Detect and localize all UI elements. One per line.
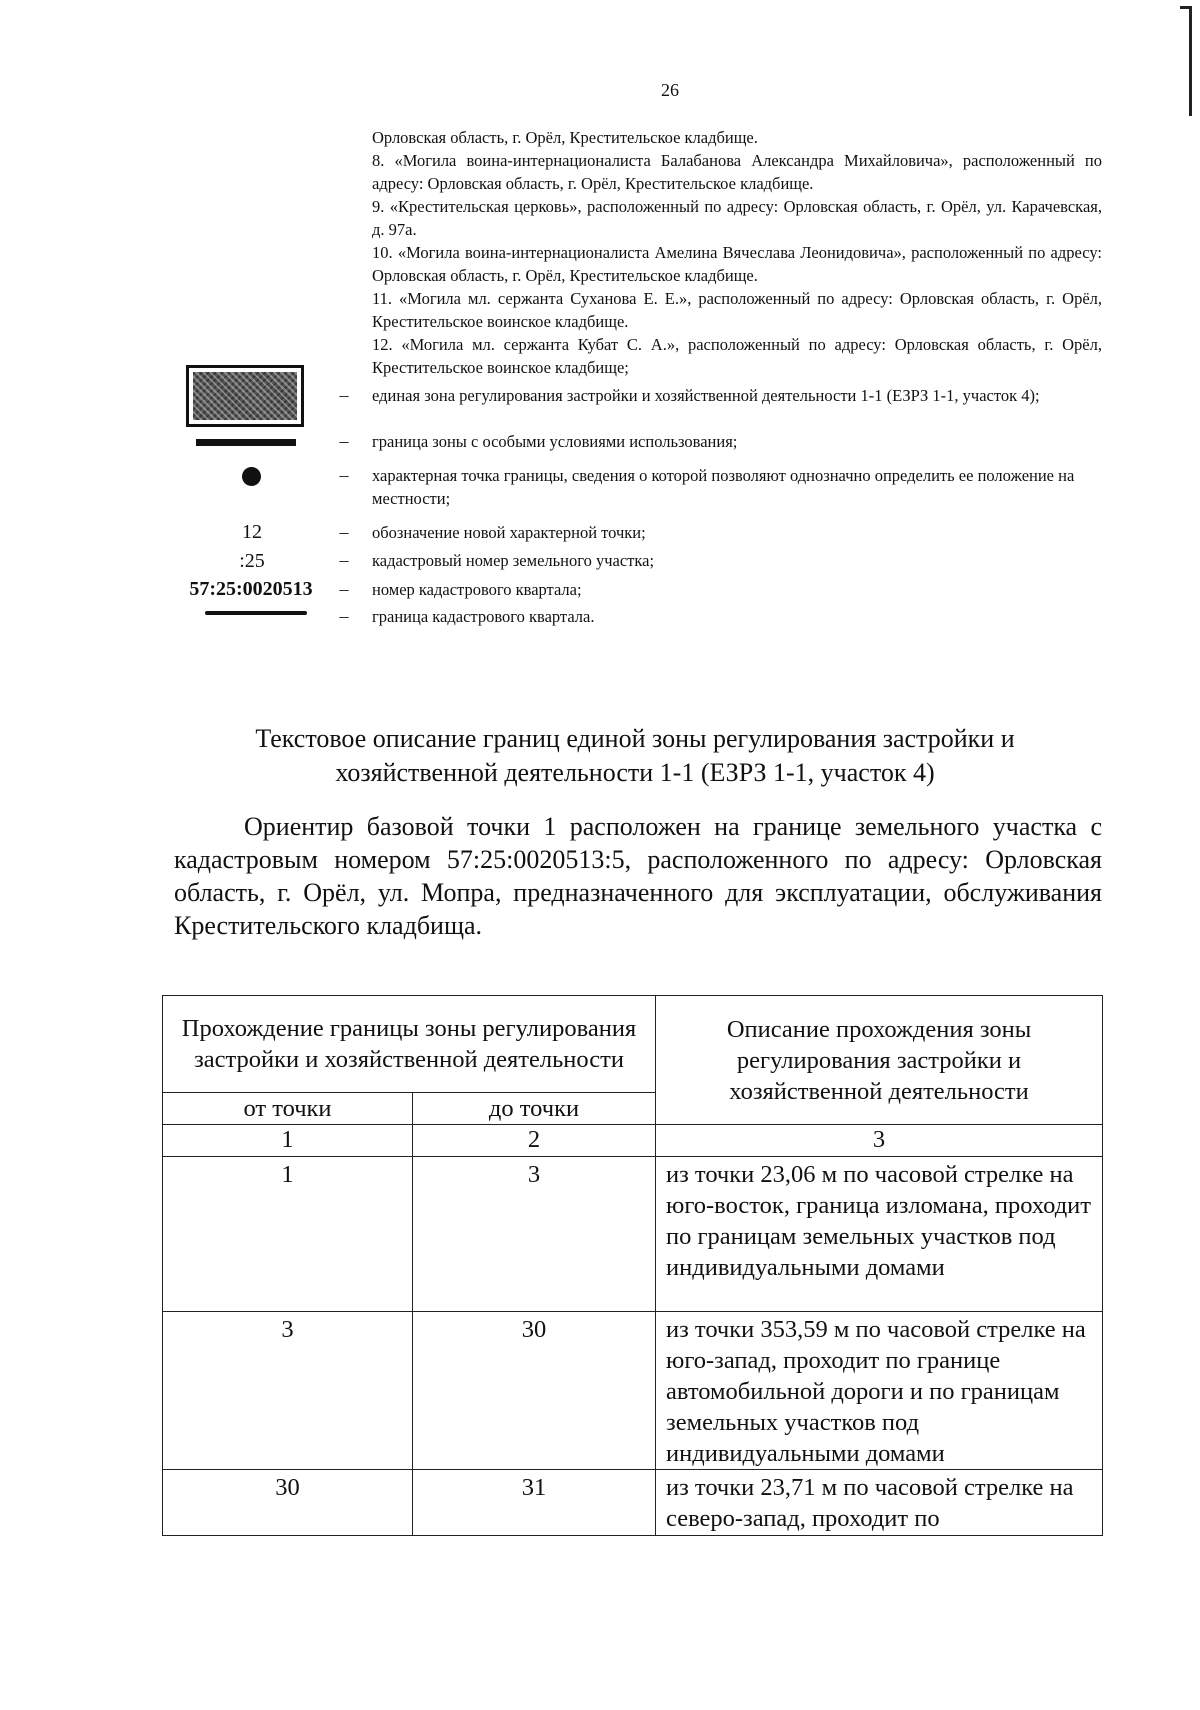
intro-paragraph: Ориентир базовой точки 1 расположен на границе земельного участка с кадастровым номером 57:25:0020513:5, расположенного по адресу: Орловская область, г. Орёл, ул. Мопра, предназначенного для эксплуатации, обслуживания Крестительского кладбища.	[174, 812, 1102, 940]
legend-quarter-number-description: номер кадастрового квартала;	[372, 580, 582, 599]
table-row	[163, 1157, 1103, 1312]
new-point-symbol: 12	[242, 521, 262, 543]
legend-quarter-border-description: граница кадастрового квартала.	[372, 607, 595, 626]
scan-edge-mark	[1189, 6, 1192, 116]
table-index-row	[163, 1125, 1103, 1157]
to-point-cell: 30	[413, 1312, 656, 1470]
section-title: Текстовое описание границ единой зоны регулирования застройки и хозяйственной деятельности 1-1 (ЕЗРЗ 1-1, участок 4)	[255, 724, 1015, 787]
cadastral-number-symbol: :25	[239, 550, 265, 572]
legend-border-description: граница зоны с особыми условиями использования;	[372, 432, 738, 451]
legend-dash: –	[339, 579, 349, 599]
legend-dash: –	[339, 431, 349, 451]
from-point-cell: 1	[163, 1157, 413, 1312]
legend-paragraph: Орловская область, г. Орёл, Крестительское кладбище.	[372, 128, 758, 147]
description-cell: из точки 23,06 м по часовой стрелке на юго-восток, граница изломана, проходит по границам земельных участков под индивидуальными домами	[656, 1157, 1103, 1312]
quarter-border-line-symbol	[205, 611, 307, 615]
legend-point-description: характерная точка границы, сведения о которой позволяют однозначно определить ее положение на местности;	[372, 466, 1075, 508]
zone-hatch-symbol	[186, 365, 304, 427]
boundary-table	[162, 995, 1103, 1536]
boundary-point-symbol	[242, 467, 261, 486]
index-cell: 1	[163, 1125, 413, 1157]
legend-paragraph: 12. «Могила мл. сержанта Кубат С. А.», расположенный по адресу: Орловская область, г. Орёл, Крестительское воинское кладбище;	[372, 335, 1102, 377]
from-point-cell: 3	[163, 1312, 413, 1470]
legend-paragraph: 10. «Могила воина-интернационалиста Амелина Вячеслава Леонидовича», расположенный по адресу: Орловская область, г. Орёл, Крестительское кладбище.	[372, 243, 1102, 285]
from-point-cell: 30	[163, 1470, 413, 1536]
page-number: 26	[661, 80, 679, 100]
legend-paragraph: 8. «Могила воина-интернационалиста Балабанова Александра Михайловича», расположенный по адресу: Орловская область, г. Орёл, Крестительское кладбище.	[372, 151, 1102, 193]
to-point-cell: 3	[413, 1157, 656, 1312]
legend-cadastral-number-description: кадастровый номер земельного участка;	[372, 551, 655, 570]
legend-dash: –	[339, 465, 349, 485]
legend-paragraph: 11. «Могила мл. сержанта Суханова Е. Е.», расположенный по адресу: Орловская область, г. Орёл, Крестительское воинское кладбище.	[372, 289, 1102, 331]
legend-new-point-description: обозначение новой характерной точки;	[372, 523, 646, 542]
zone-border-line-symbol	[196, 439, 296, 446]
description-cell: из точки 23,71 м по часовой стрелке на северо-запад, проходит по	[656, 1470, 1103, 1536]
legend-zone-description: единая зона регулирования застройки и хозяйственной деятельности 1-1 (ЕЗРЗ 1-1, участок 4);	[372, 386, 1040, 405]
legend-monument-list	[372, 126, 1102, 379]
table-row	[163, 1470, 1103, 1536]
index-cell: 2	[413, 1125, 656, 1157]
table-header-row	[163, 996, 1103, 1093]
legend-dash: –	[339, 606, 349, 626]
table-row	[163, 1312, 1103, 1470]
legend-dash: –	[339, 522, 349, 542]
header-from-point: от точки	[163, 1093, 413, 1125]
to-point-cell: 31	[413, 1470, 656, 1536]
legend-paragraph: 9. «Крестительская церковь», расположенный по адресу: Орловская область, г. Орёл, ул. Карачевская, д. 97а.	[372, 197, 1102, 239]
description-cell: из точки 353,59 м по часовой стрелке на юго-запад, проходит по границе автомобильной дороги и по границам земельных участков под индивидуальными домами	[656, 1312, 1103, 1470]
quarter-number-symbol: 57:25:0020513	[189, 578, 313, 600]
header-to-point: до точки	[413, 1093, 656, 1125]
header-passage: Прохождение границы зоны регулирования застройки и хозяйственной деятельности	[163, 996, 656, 1093]
header-description: Описание прохождения зоны регулирования застройки и хозяйственной деятельности	[656, 996, 1103, 1125]
legend-dash: –	[339, 550, 349, 570]
index-cell: 3	[656, 1125, 1103, 1157]
legend-dash: –	[339, 385, 349, 405]
